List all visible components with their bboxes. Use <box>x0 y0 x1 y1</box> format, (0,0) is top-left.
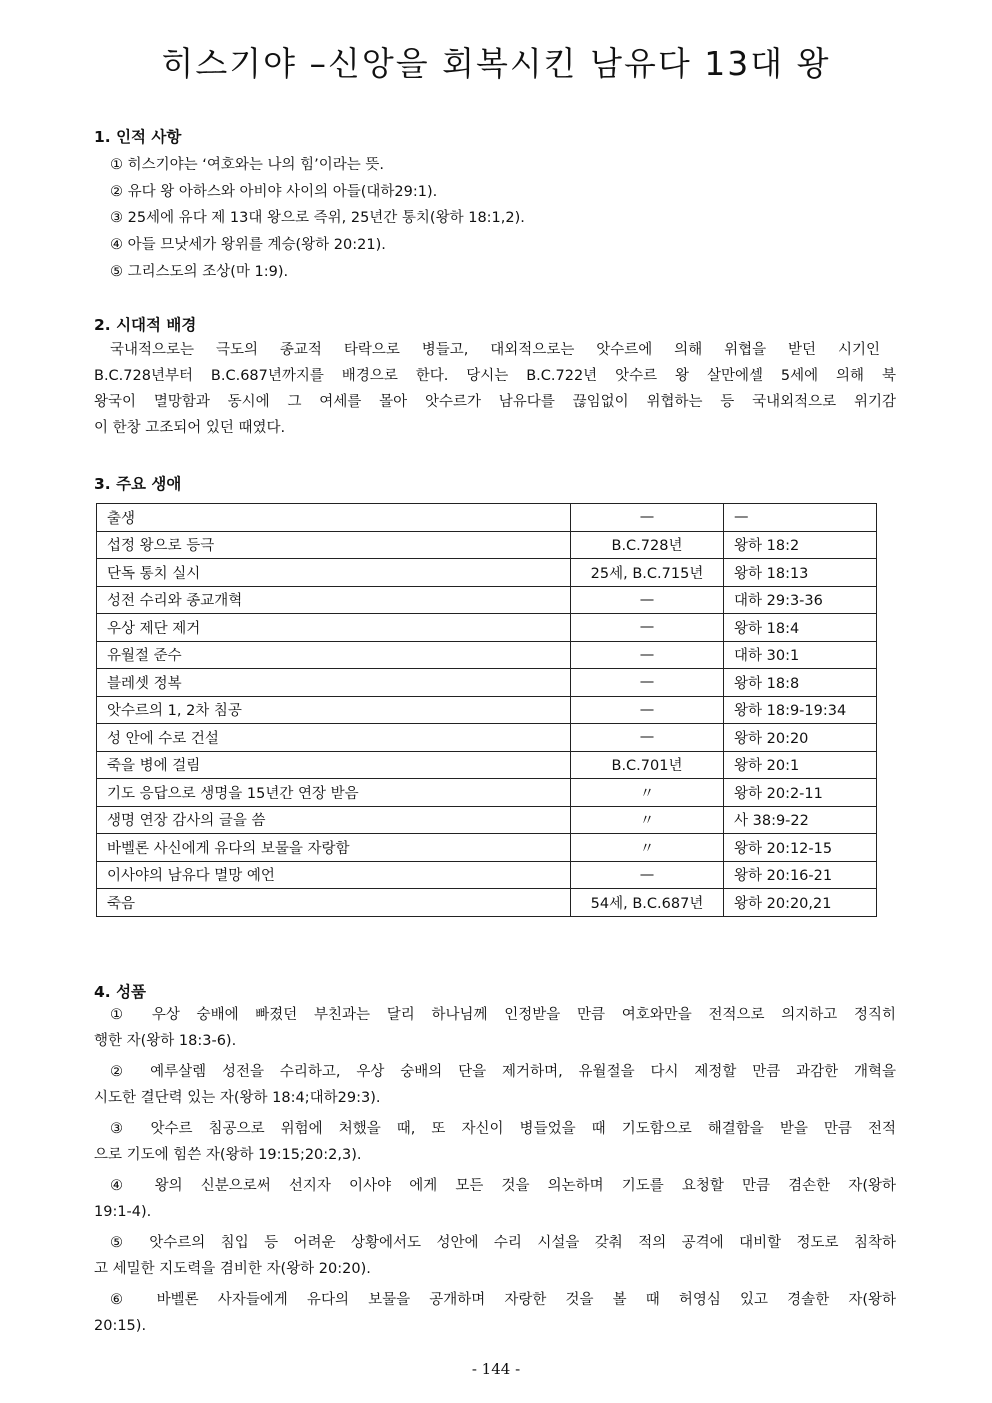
date-cell: 〃 <box>571 834 724 862</box>
table-row <box>97 806 877 834</box>
table-row <box>97 724 877 752</box>
table-row <box>97 614 877 642</box>
date-cell: 〃 <box>571 806 724 834</box>
table-row <box>97 641 877 669</box>
event-cell: 바벨론 사신에게 유다의 보물을 자랑함 <box>97 834 571 862</box>
event-cell: 앗수르의 1, 2차 침공 <box>97 696 571 724</box>
character-item-line: 고 세밀한 지도력을 겸비한 자(왕하 20:20). <box>94 1261 371 1277</box>
table-row <box>97 861 877 889</box>
character-item-line: 행한 자(왕하 18:3-6). <box>94 1033 237 1049</box>
personal-item: ③ 25세에 유다 제 13대 왕으로 즉위, 25년간 통치(왕하 18:1,2). <box>110 210 525 226</box>
personal-item: ② 유다 왕 아하스와 아비야 사이의 아들(대하29:1). <box>110 184 438 200</box>
event-cell: 우상 제단 제거 <box>97 614 571 642</box>
reference-cell: 왕하 20:12-15 <box>724 834 877 862</box>
reference-cell: 왕하 18:8 <box>724 669 877 697</box>
date-cell: — <box>571 861 724 889</box>
event-cell: 죽을 병에 걸림 <box>97 751 571 779</box>
background-paragraph <box>94 337 896 441</box>
date-cell: 〃 <box>571 779 724 807</box>
reference-cell: 왕하 18:4 <box>724 614 877 642</box>
event-cell: 출생 <box>97 504 571 532</box>
character-item-line: ⑤ 앗수르의 침입 등 어려운 상황에서도 성안에 수리 시설을 갖춰 적의 공격에 대비할 정도로 침착하 <box>110 1235 896 1251</box>
character-item-line: 으로 기도에 힘쓴 자(왕하 19:15;20:2,3). <box>94 1147 362 1163</box>
date-cell: — <box>571 696 724 724</box>
table-row <box>97 889 877 917</box>
background-line: 국내적으로는 극도의 종교적 타락으로 병들고, 대외적으로는 앗수르에 의해 위협을 받던 시기인 <box>110 342 880 358</box>
event-cell: 성 안에 수로 건설 <box>97 724 571 752</box>
personal-item: ④ 아들 므낫세가 왕위를 계승(왕하 20:21). <box>110 237 386 253</box>
section-heading-life: 3. 주요 생애 <box>94 475 182 493</box>
reference-cell: 왕하 20:20,21 <box>724 889 877 917</box>
table-row <box>97 586 877 614</box>
reference-cell: 사 38:9-22 <box>724 806 877 834</box>
table-row <box>97 834 877 862</box>
reference-cell: 대하 29:3-36 <box>724 586 877 614</box>
personal-item: ⑤ 그리스도의 조상(마 1:9). <box>110 264 289 280</box>
table-row <box>97 531 877 559</box>
character-item-line: ⑥ 바벨론 사자들에게 유다의 보물을 공개하며 자랑한 것을 볼 때 허영심 있고 경솔한 자(왕하 <box>110 1292 896 1308</box>
character-item-line: 20:15). <box>94 1318 147 1334</box>
page-number: - 144 - <box>471 1360 521 1378</box>
date-cell: — <box>571 586 724 614</box>
date-cell: B.C.728년 <box>571 531 724 559</box>
event-cell: 이사야의 남유다 멸망 예언 <box>97 861 571 889</box>
reference-cell: 왕하 20:20 <box>724 724 877 752</box>
page-title: 히스기야 –신앙을 회복시킨 남유다 13대 왕 <box>161 44 831 83</box>
event-cell: 블레셋 정복 <box>97 669 571 697</box>
event-cell: 생명 연장 감사의 글을 씀 <box>97 806 571 834</box>
table-row <box>97 751 877 779</box>
date-cell: — <box>571 669 724 697</box>
date-cell: 25세, B.C.715년 <box>571 559 724 587</box>
reference-cell: 대하 30:1 <box>724 641 877 669</box>
reference-cell: 왕하 18:9-19:34 <box>724 696 877 724</box>
event-cell: 기도 응답으로 생명을 15년간 연장 받음 <box>97 779 571 807</box>
table-row <box>97 504 877 532</box>
character-item-line: ② 예루살렘 성전을 수리하고, 우상 숭배의 단을 제거하며, 유월절을 다시 제정할 만큼 과감한 개혁을 <box>110 1064 896 1080</box>
event-cell: 죽음 <box>97 889 571 917</box>
date-cell: B.C.701년 <box>571 751 724 779</box>
date-cell: — <box>571 641 724 669</box>
date-cell: — <box>571 504 724 532</box>
character-item-line: 시도한 결단력 있는 자(왕하 18:4;대하29:3). <box>94 1090 381 1106</box>
reference-cell: 왕하 18:2 <box>724 531 877 559</box>
background-line: B.C.728년부터 B.C.687년까지를 배경으로 한다. 당시는 B.C.722년 앗수르 왕 살만에셀 5세에 의해 북 <box>94 368 896 384</box>
reference-cell: — <box>724 504 877 532</box>
reference-cell: 왕하 20:16-21 <box>724 861 877 889</box>
reference-cell: 왕하 18:13 <box>724 559 877 587</box>
character-item-line: 19:1-4). <box>94 1204 152 1220</box>
section-heading-personal: 1. 인적 사항 <box>94 128 182 146</box>
section-heading-background: 2. 시대적 배경 <box>94 316 197 334</box>
date-cell: — <box>571 614 724 642</box>
section-heading-character: 4. 성품 <box>94 983 147 1001</box>
date-cell: — <box>571 724 724 752</box>
reference-cell: 왕하 20:2-11 <box>724 779 877 807</box>
table-row <box>97 779 877 807</box>
table-row <box>97 696 877 724</box>
reference-cell: 왕하 20:1 <box>724 751 877 779</box>
event-cell: 단독 통치 실시 <box>97 559 571 587</box>
event-cell: 섭정 왕으로 등극 <box>97 531 571 559</box>
life-events-table <box>96 503 877 917</box>
character-item-line: ① 우상 숭배에 빠졌던 부친과는 달리 하나님께 인정받을 만큼 여호와만을 전적으로 의지하고 정직히 <box>110 1007 896 1023</box>
character-item-line: ④ 왕의 신분으로써 선지자 이사야 에게 모든 것을 의논하며 기도를 요청할 만큼 겸손한 자(왕하 <box>110 1178 896 1194</box>
table-row <box>97 669 877 697</box>
character-item-line: ③ 앗수르 침공으로 위험에 처했을 때, 또 자신이 병들었을 때 기도함으로 해결함을 받을 만큼 전적 <box>110 1121 896 1137</box>
event-cell: 유월절 준수 <box>97 641 571 669</box>
date-cell: 54세, B.C.687년 <box>571 889 724 917</box>
table-row <box>97 559 877 587</box>
event-cell: 성전 수리와 종교개혁 <box>97 586 571 614</box>
character-list <box>94 1002 896 1344</box>
background-line: 이 한창 고조되어 있던 때였다. <box>94 420 286 436</box>
background-line: 왕국이 멸망함과 동시에 그 여세를 몰아 앗수르가 남유다를 끊임없이 위협하는 등 국내외적으로 위기감 <box>94 394 896 410</box>
personal-item: ① 히스기야는 ‘여호와는 나의 힘’이라는 뜻. <box>110 157 384 173</box>
